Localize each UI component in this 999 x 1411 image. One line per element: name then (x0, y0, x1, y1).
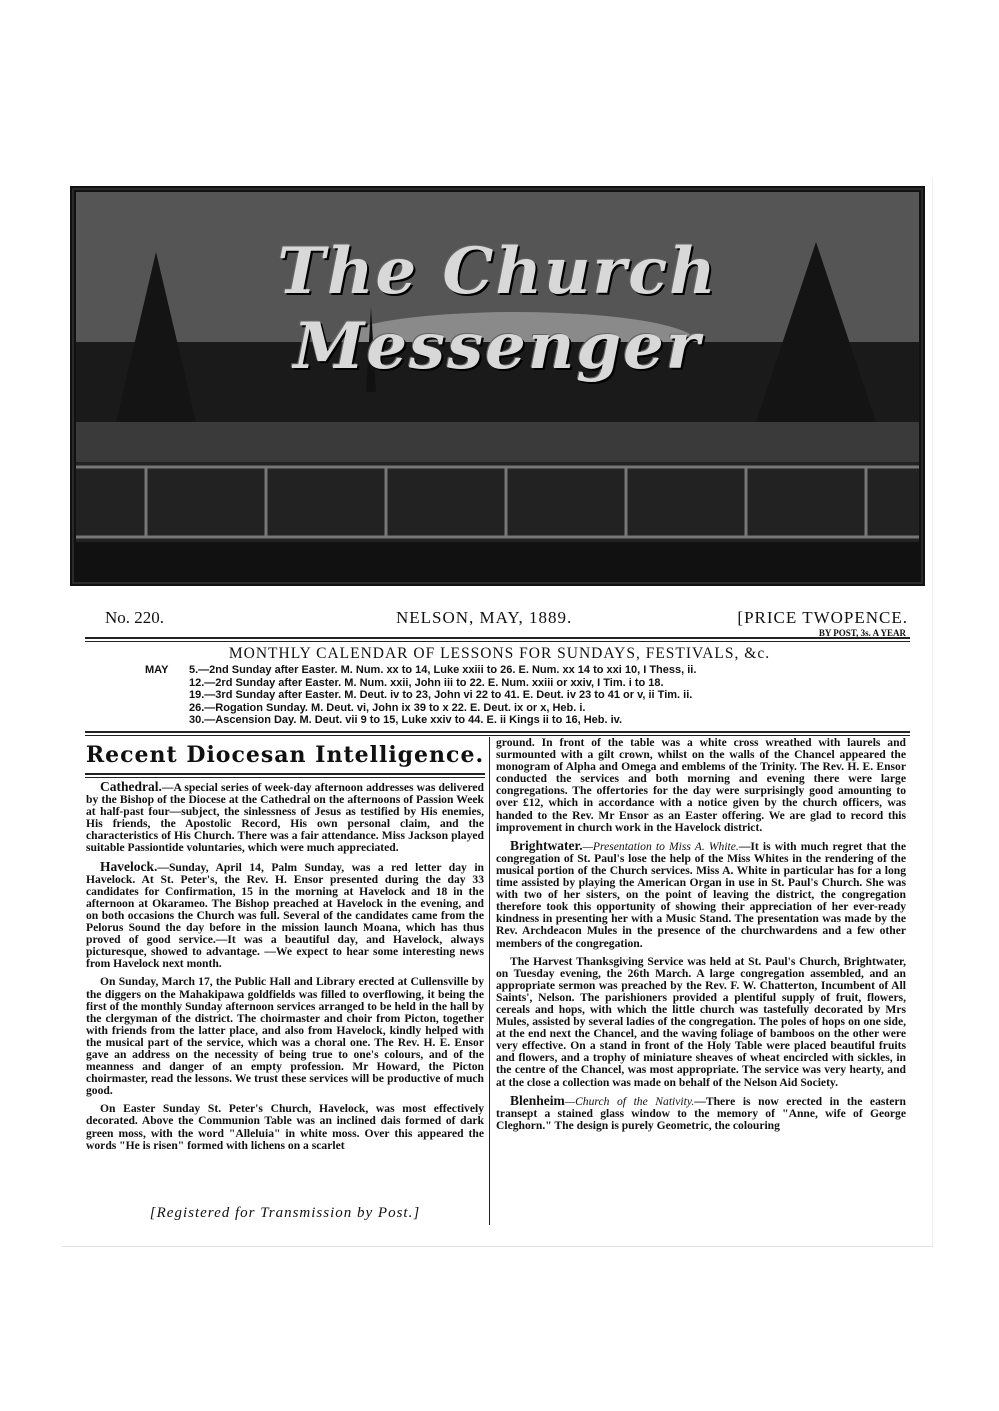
article-text: —It is with much regret that the congregation of St. Paul's lose the help of the Miss Whites in the rendering of the musical portion of the Church services. Miss A. White in particular has for a long time assisted by playing the American Organ in use in St. Paul's Church. She was with two of her sisters, on the point of leaving the district, the congregation therefore took this opportunity of showing their appreciation of her ever-ready kindness in presenting her with a Music Stand. The presentation was made by the Rev. Archdeacon Mules in the presence of the churchwardens and a few other members of the congregation. (496, 839, 906, 950)
registration-note: [Registered for Transmission by Post.] (149, 1205, 421, 1221)
post-price: BY POST, 3s. A YEAR (818, 628, 906, 638)
right-column (496, 737, 906, 1138)
masthead-title: The Church Messenger (277, 234, 718, 384)
heading-rule (85, 773, 485, 778)
article-text: ground. In front of the table was a white cross wreathed with laurels and surmounted with a gilt crown, whilst on the walls of the Chancel appeared the monogram of Alpha and Omega and emblems of the Trinity. The Rev. H. E. Ensor conducted the services and both morning and evening there were large congregations. The offertories for the day were surprisingly good amounting to over £12, which in accordance with a notice given by the church officers, was handed to the Rev. Mr Ensor as an Easter offering. We are glad to record this improvement in church work in the Havelock district. (496, 736, 906, 834)
article-paragraph (86, 1103, 484, 1151)
price: [PRICE TWOPENCE. (737, 608, 908, 627)
calendar-list (145, 664, 696, 727)
article-paragraph (496, 956, 906, 1089)
calendar-month: MAY (145, 664, 169, 676)
article-lead: Brightwater. (510, 837, 583, 853)
place-date: NELSON, MAY, 1889. (396, 608, 573, 627)
article-paragraph (86, 976, 484, 1097)
masthead-engraving (70, 186, 925, 586)
article-subtitle: —Presentation to Miss A. White. (582, 839, 739, 853)
calendar-entry: 5.—2nd Sunday after Easter. M. Num. xx to 14, Luke xxiii to 26. E. Num. xx 14 to xxi 10, I Thess, ii. (189, 664, 697, 676)
article-lead: Havelock. (100, 858, 158, 874)
article-paragraph (86, 781, 484, 855)
calendar-title: MONTHLY CALENDAR OF LESSONS FOR SUNDAYS, FESTIVALS, &c. (228, 645, 771, 662)
article-text: On Sunday, March 17, the Public Hall and Library erected at Cullensville by the diggers on the Mahakipawa goldfields was filled to overflowing, it being the first of the monthly Sunday afternoon services arranged to be held in the hall by the clergyman of the district. The choirmaster and choir from Picton, together with friends from the latter place, and also from Havelock, kindly helped with the musical part of the service, which was a choral one. The Rev. H. E. Ensor gave an address on the necessity of being true to one's colours, and of the meanness and danger of an empty profession. Mr Howard, the Picton choirmaster, read the lessons. We trust these services will be productive of much good. (86, 975, 484, 1098)
article-text: —A special series of week-day afternoon addresses was delivered by the Bishop of the Diocese at the Cathedral on the afternoons of Passion Week at half-past four—subject, the sinlessness of Jesus as testified by His enemies, His friends, the Apostolic Record, His own personal claim, and the characteristics of His Church. There was a fair attendance. Miss Jackson played suitable Passiontide voluntaries, which were much appreciated. (86, 781, 484, 855)
calendar-row (145, 677, 696, 690)
calendar-row (145, 702, 696, 715)
article-text: —There is now erected in the eastern transept a stained glass window to the memory of "Anne, wife of George Cleghorn." The design is purely Geometric, the colouring (496, 1094, 906, 1132)
article-paragraph (496, 737, 906, 834)
column-heading: Recent Diocesan Intelligence. (85, 742, 485, 768)
issue-number: No. 220. (105, 608, 165, 627)
calendar-row (145, 664, 696, 677)
calendar-row (145, 714, 696, 727)
article-lead: Cathedral. (100, 779, 162, 794)
column-divider (489, 737, 490, 1225)
calendar-entry: 30.—Ascension Day. M. Deut. vii 9 to 15, Luke xxiv to 44. E. ii Kings ii to 16, Heb. iv. (189, 714, 623, 726)
divider-rule (85, 637, 910, 642)
article-subtitle: —Church of the Nativity. (564, 1094, 695, 1108)
calendar-entry: 19.—3rd Sunday after Easter. M. Deut. iv to 23, John vi 22 to 41. E. Deut. iv 23 to 41 or v, ii Tim. ii. (189, 689, 693, 701)
article-text: On Easter Sunday St. Peter's Church, Havelock, was most effectively decorated. Above the Communion Table was an inclined dais formed of dark green moss, with the word "Alleluia" in white moss. Over this appeared the words "He is risen" formed with lichens on a scarlet (86, 1102, 484, 1152)
calendar-row (145, 689, 696, 702)
article-lead: Blenheim (510, 1092, 565, 1108)
article-paragraph (86, 858, 484, 971)
article-text: The Harvest Thanksgiving Service was held at St. Paul's Church, Brightwater, on Tuesday evening, the 26th March. A large congregation assembled, and an appropriate sermon was preached by the Rev. F. W. Chatterton, Incumbent of All Saints', Nelson. The parishioners provided a plentiful supply of fruit, flowers, cereals and hops, with which the little church was tastefully decorated by Mrs Mules, assisted by several ladies of the congregation. The poles of hops on one side, at the end next the Chancel, and the waving foliage of bamboos on the other were very effective. On a stand in front of the Holy Table were placed beautiful fruits and flowers, and a trophy of miniature sheaves of wheat encircled with sickles, in the centre of the Chancel, was most appropriate. The service was very hearty, and at the close a collection was made on behalf of the Nelson Aid Society. (496, 954, 906, 1089)
calendar-entry: 26.—Rogation Sunday. M. Deut. vi, John ix 39 to x 22. E. Deut. ix or x, Heb. i. (189, 701, 586, 714)
article-paragraph (496, 837, 906, 950)
calendar-entry: 12.—2rd Sunday after Easter. M. Num. xxii, John iii to 22. E. Num. xxiii or xxiv, I Tim. i to 18. (189, 676, 664, 689)
issue-header (100, 604, 908, 638)
article-paragraph (496, 1092, 906, 1132)
article-text: —Sunday, April 14, Palm Sunday, was a red letter day in Havelock. At St. Peter's, the Rev. H. Ensor presented during the day 33 candidates for Confirmation, 15 in the morning at Havelock and 18 in the afternoon at Okarameo. The Bishop preached at Havelock in the evening, and on both occasions the Church was full. Several of the candidates came from the Pelorus Sound the day before in the mission launch Moana, which has thus proved of good service.—It was a beautiful day, and Havelock, always picturesque, showed to advantage. —We expect to hear some interesting news from Havelock next month. (86, 860, 484, 971)
left-column (86, 781, 484, 1158)
